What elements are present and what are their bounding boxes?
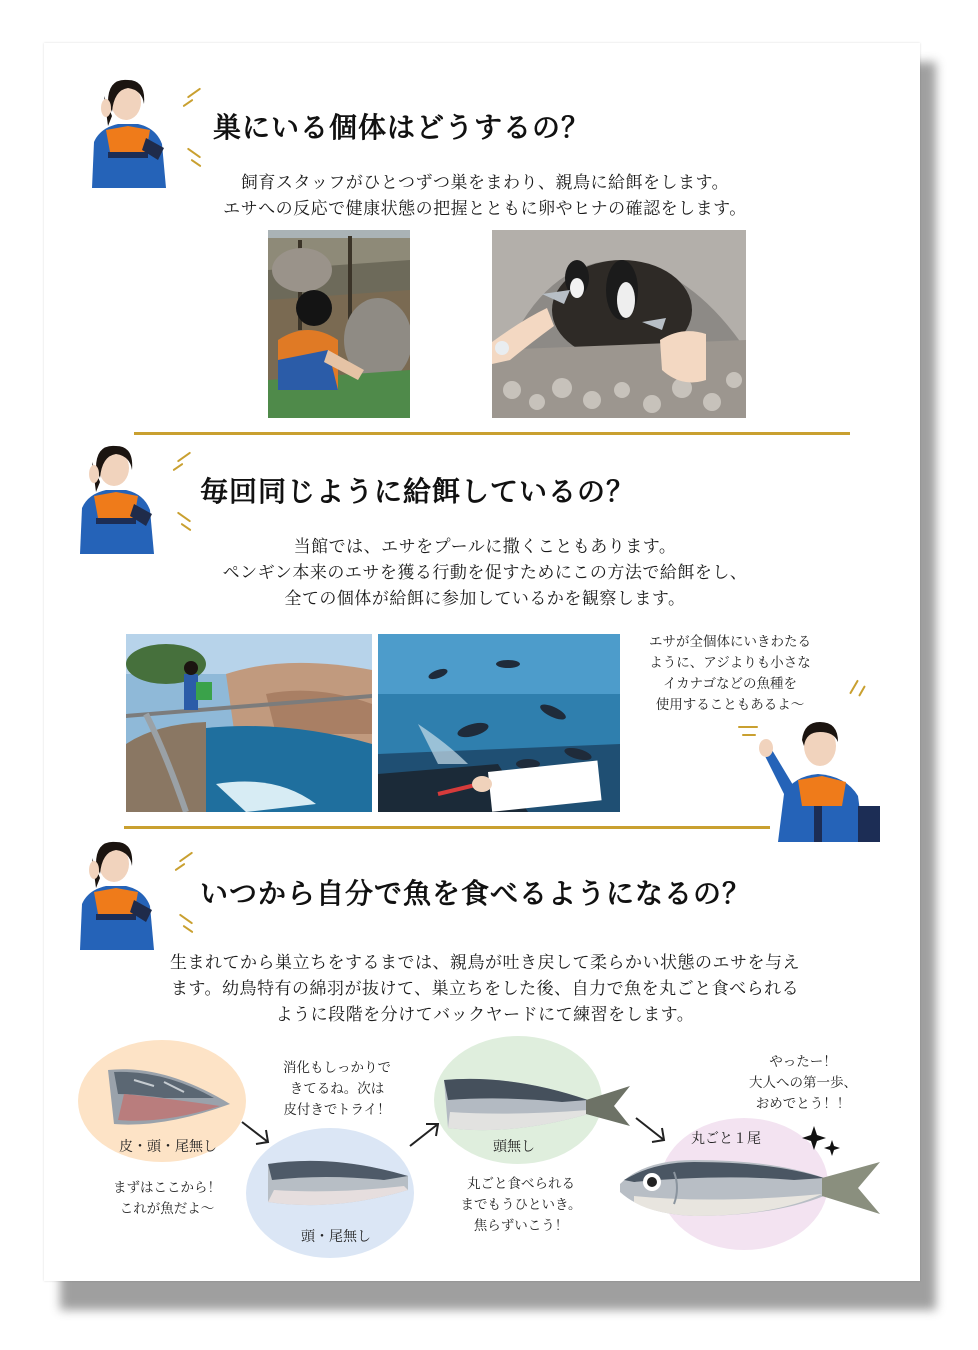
comment-line: 焦らずいこう！ <box>473 1218 569 1234</box>
fish-step-3 <box>442 1074 632 1142</box>
fish-step-2-label: 頭・尾無し <box>301 1229 371 1245</box>
fish-step-4-comment <box>728 1052 878 1115</box>
section-divider <box>124 826 770 829</box>
section-2-body <box>100 534 870 612</box>
photo-feeding-at-pool <box>126 634 372 812</box>
comment-line: 消化もしっかりで <box>283 1060 391 1076</box>
photo-underwater-observation <box>378 634 620 812</box>
section-3-line: ます。幼鳥特有の綿羽が抜けて、巣立ちをした後、自力で魚を丸ごと食べられる <box>170 979 800 999</box>
note-line: エサが全個体にいきわたる <box>649 634 811 650</box>
comment-line: 皮付きでトライ！ <box>283 1102 391 1118</box>
fish-step-3-comment <box>446 1174 596 1237</box>
arrow-icon <box>408 1120 442 1152</box>
section-3-line: 生まれてから巣立ちをするまでは、親鳥が吐き戻して柔らかい状態のエサを与え <box>170 953 800 973</box>
section-3-line: ように段階を分けてバックヤードにて練習をします。 <box>275 1005 695 1025</box>
sparkle-icon <box>802 1126 844 1166</box>
note-line: ように、アジよりも小さな <box>649 655 811 671</box>
section-1-title: 巣にいる個体はどうするの？ <box>213 111 591 144</box>
fish-step-2-comment <box>262 1058 412 1121</box>
section-2-title: 毎回同じように給餌しているの？ <box>200 475 636 508</box>
section-2-note <box>640 632 820 716</box>
section-3-body <box>100 950 870 1028</box>
comment-line: おめでとう！！ <box>755 1096 851 1112</box>
fish-step-3-label: 頭無し <box>493 1139 535 1155</box>
section-1-body <box>100 170 870 222</box>
fish-step-1-comment <box>92 1178 242 1220</box>
section-3-title: いつから自分で魚を食べるようになるの？ <box>200 877 752 910</box>
comment-line: 大人への第一歩、 <box>749 1075 857 1091</box>
comment-line: 丸ごと食べられる <box>467 1176 575 1192</box>
comment-line: までもうひといき。 <box>460 1197 582 1213</box>
note-line: イカナゴなどの魚種を <box>662 676 798 692</box>
accent-dash <box>738 726 758 728</box>
photo-staff-at-nest <box>268 230 410 418</box>
arrow-icon <box>634 1116 668 1148</box>
comment-line: まずはここから！ <box>113 1180 221 1196</box>
arrow-icon <box>240 1120 272 1152</box>
section-2-line: ペンギン本来のエサを獲る行動を促すためにこの方法で給餌をし、 <box>222 563 748 583</box>
comment-line: これが魚だよ～ <box>119 1201 215 1217</box>
fish-step-1-label: 皮・頭・尾無し <box>119 1139 217 1155</box>
fish-step-4-label: 丸ごと１尾 <box>691 1131 761 1147</box>
comment-line: やったー！ <box>769 1054 837 1070</box>
comment-line: きてるね。次は <box>289 1081 385 1097</box>
accent-dash <box>742 734 756 736</box>
section-1-line: エサへの反応で健康状態の把握とともに卵やヒナの確認をします。 <box>223 199 747 219</box>
staff-avatar-male <box>758 710 880 842</box>
section-2-line: 全ての個体が給餌に参加しているかを観察します。 <box>284 589 686 609</box>
section-2-line: 当館では、エサをプールに撒くこともあります。 <box>293 537 677 557</box>
fish-step-1 <box>104 1064 234 1132</box>
staff-avatar-3 <box>74 834 158 950</box>
section-1-line: 飼育スタッフがひとつずつ巣をまわり、親鳥に給餌をします。 <box>240 173 730 193</box>
note-line: 使用することもあるよ～ <box>655 697 805 713</box>
photo-penguins-in-nest <box>492 230 746 418</box>
fish-step-2 <box>264 1154 412 1216</box>
section-divider <box>134 432 850 435</box>
